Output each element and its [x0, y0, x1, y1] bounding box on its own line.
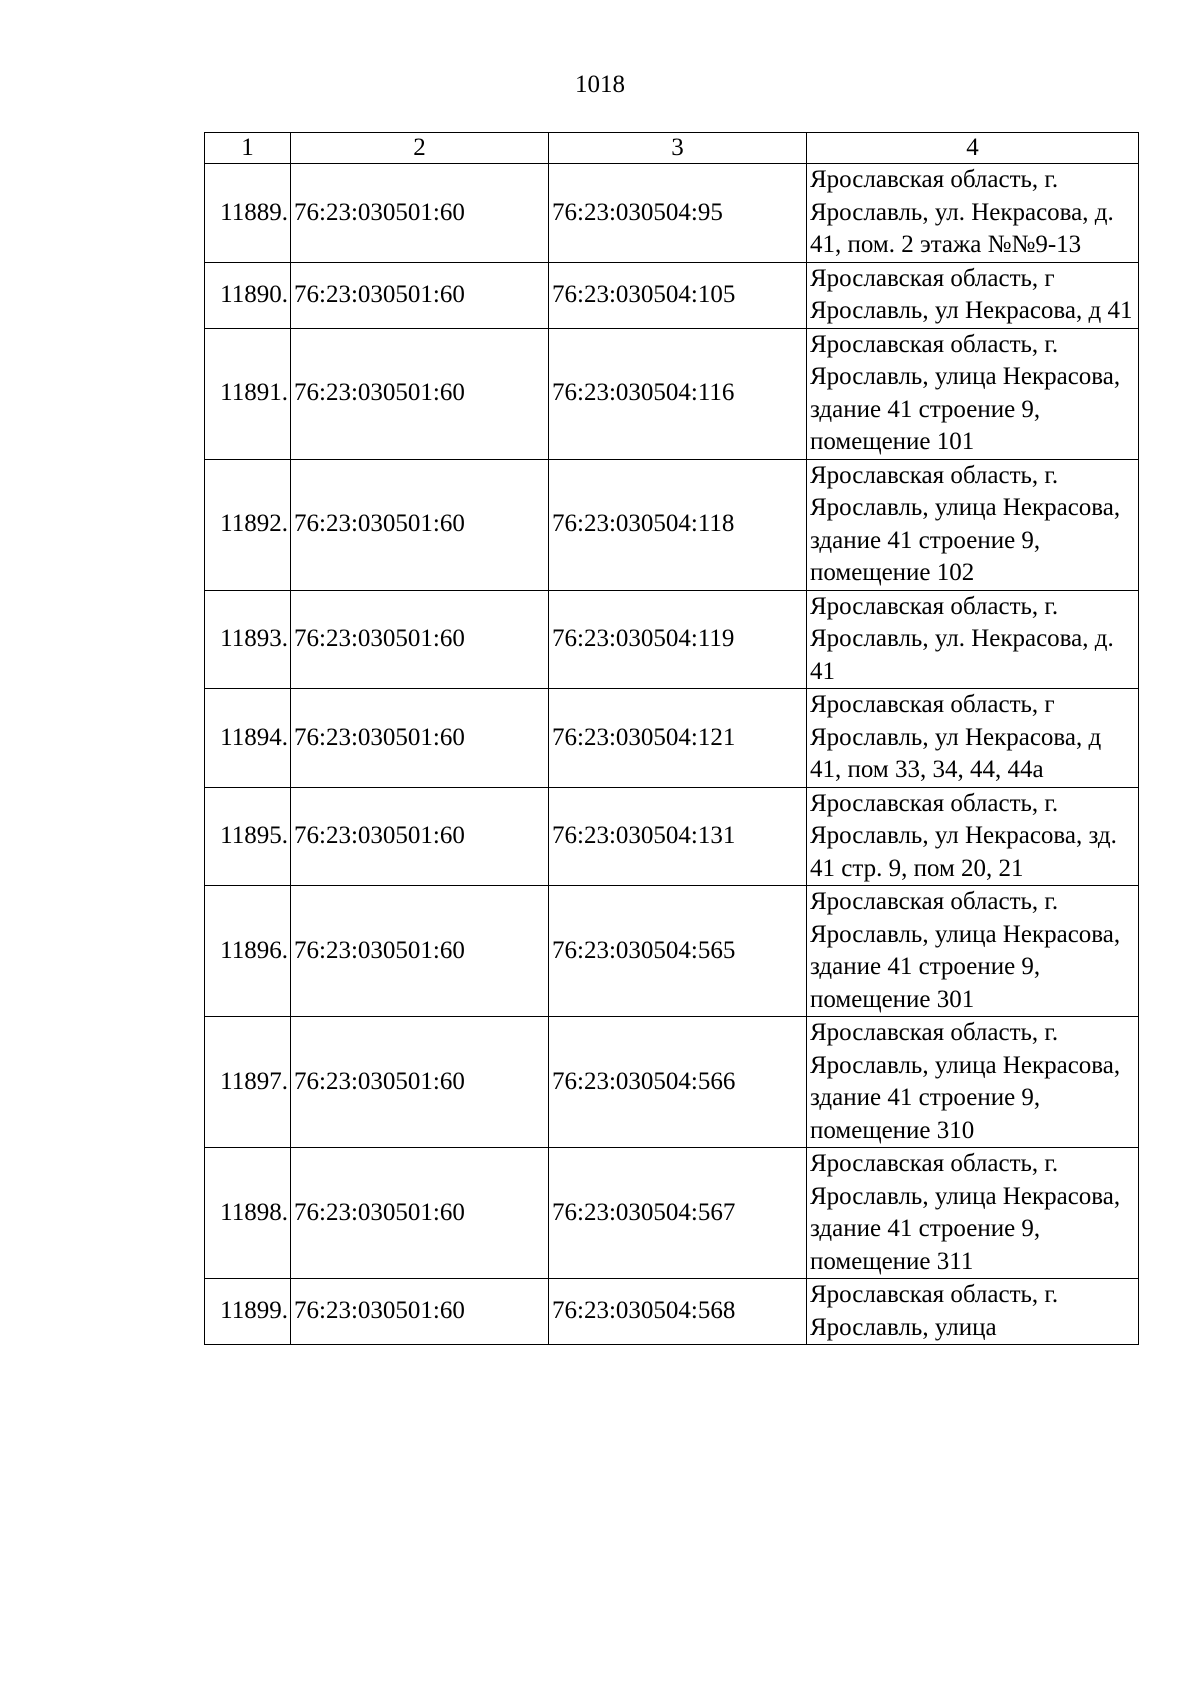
address-cell: Ярославская область, г. Ярославль, ул Некрасова, зд. 41 стр. 9, пом 20, 21: [807, 787, 1139, 886]
row-number-cell: 11899.: [205, 1279, 291, 1345]
address-cell: Ярославская область, г. Ярославль, улица Некрасова, здание 41 строение 9, помещение 301: [807, 886, 1139, 1017]
cadastral-number-cell: 76:23:030504:566: [549, 1017, 807, 1148]
cadastral-number-cell: 76:23:030504:567: [549, 1148, 807, 1279]
cadastral-number-cell: 76:23:030501:60: [291, 1148, 549, 1279]
address-cell: Ярославская область, г. Ярославль, ул. Некрасова, д. 41, пом. 2 этажа №№9-13: [807, 164, 1139, 263]
address-cell: Ярославская область, г. Ярославль, улица: [807, 1279, 1139, 1345]
table-row: [205, 328, 1139, 459]
row-number-cell: 11892.: [205, 459, 291, 590]
cadastral-number-cell: 76:23:030504:568: [549, 1279, 807, 1345]
table-row: [205, 590, 1139, 689]
row-number-cell: 11891.: [205, 328, 291, 459]
row-number-cell: 11895.: [205, 787, 291, 886]
cadastral-number-cell: 76:23:030501:60: [291, 590, 549, 689]
cadastral-number-cell: 76:23:030501:60: [291, 262, 549, 328]
column-header: 4: [807, 133, 1139, 164]
row-number-cell: 11889.: [205, 164, 291, 263]
table-row: [205, 1148, 1139, 1279]
address-cell: Ярославская область, г. Ярославль, улица Некрасова, здание 41 строение 9, помещение 311: [807, 1148, 1139, 1279]
column-header: 3: [549, 133, 807, 164]
address-cell: Ярославская область, г. Ярославль, улица Некрасова, здание 41 строение 9, помещение 101: [807, 328, 1139, 459]
cadastral-number-cell: 76:23:030504:131: [549, 787, 807, 886]
cadastral-number-cell: 76:23:030504:95: [549, 164, 807, 263]
address-cell: Ярославская область, г. Ярославль, улица Некрасова, здание 41 строение 9, помещение 102: [807, 459, 1139, 590]
column-header: 2: [291, 133, 549, 164]
registry-table: [204, 132, 1139, 1345]
table-header-row: [205, 133, 1139, 164]
cadastral-number-cell: 76:23:030504:105: [549, 262, 807, 328]
address-cell: Ярославская область, г. Ярославль, ул. Некрасова, д. 41: [807, 590, 1139, 689]
cadastral-number-cell: 76:23:030504:118: [549, 459, 807, 590]
row-number-cell: 11893.: [205, 590, 291, 689]
cadastral-number-cell: 76:23:030504:119: [549, 590, 807, 689]
cadastral-number-cell: 76:23:030504:565: [549, 886, 807, 1017]
table-row: [205, 459, 1139, 590]
row-number-cell: 11898.: [205, 1148, 291, 1279]
table-row: [205, 689, 1139, 788]
cadastral-number-cell: 76:23:030501:60: [291, 1279, 549, 1345]
table-row: [205, 886, 1139, 1017]
cadastral-number-cell: 76:23:030501:60: [291, 1017, 549, 1148]
cadastral-number-cell: 76:23:030501:60: [291, 886, 549, 1017]
row-number-cell: 11890.: [205, 262, 291, 328]
address-cell: Ярославская область, г. Ярославль, улица Некрасова, здание 41 строение 9, помещение 310: [807, 1017, 1139, 1148]
table-row: [205, 164, 1139, 263]
column-header: 1: [205, 133, 291, 164]
table-row: [205, 787, 1139, 886]
cadastral-number-cell: 76:23:030501:60: [291, 689, 549, 788]
row-number-cell: 11896.: [205, 886, 291, 1017]
address-cell: Ярославская область, г Ярославль, ул Некрасова, д 41, пом 33, 34, 44, 44а: [807, 689, 1139, 788]
cadastral-number-cell: 76:23:030504:116: [549, 328, 807, 459]
row-number-cell: 11894.: [205, 689, 291, 788]
table-row: [205, 1017, 1139, 1148]
cadastral-number-cell: 76:23:030501:60: [291, 459, 549, 590]
table-row: [205, 1279, 1139, 1345]
table-row: [205, 262, 1139, 328]
cadastral-number-cell: 76:23:030501:60: [291, 164, 549, 263]
cadastral-number-cell: 76:23:030501:60: [291, 328, 549, 459]
cadastral-number-cell: 76:23:030501:60: [291, 787, 549, 886]
row-number-cell: 11897.: [205, 1017, 291, 1148]
address-cell: Ярославская область, г Ярославль, ул Некрасова, д 41: [807, 262, 1139, 328]
page-number: 1018: [575, 71, 625, 98]
cadastral-number-cell: 76:23:030504:121: [549, 689, 807, 788]
